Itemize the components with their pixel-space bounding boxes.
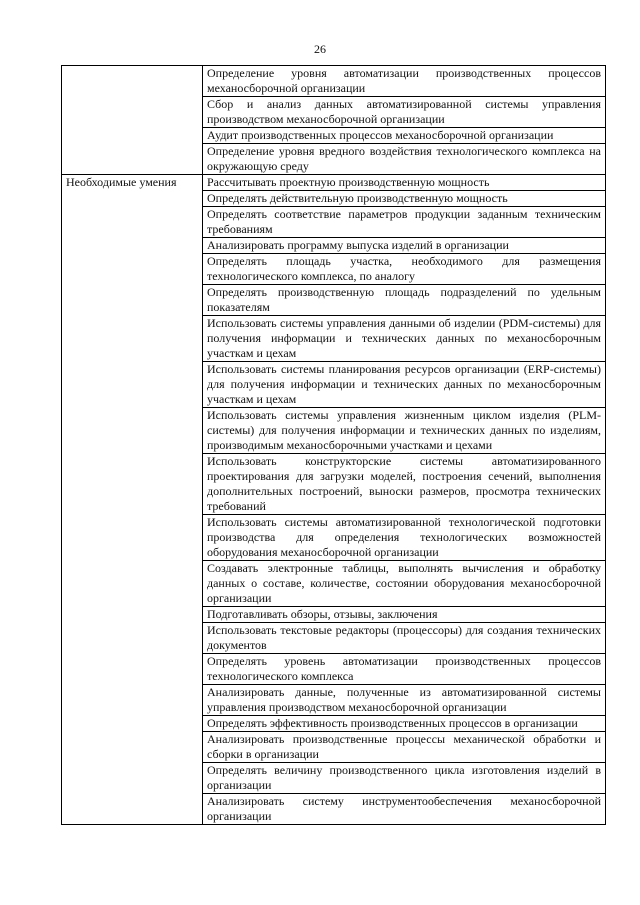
table-cell: Определять производственную площадь подразделений по удельным показателям — [203, 285, 606, 316]
table-cell: Аудит производственных процессов механосборочной организации — [203, 128, 606, 144]
table-cell: Создавать электронные таблицы, выполнять вычисления и обработку данных о составе, количестве, состоянии оборудования механосборочной организации — [203, 561, 606, 607]
table-row — [62, 175, 606, 191]
table-cell: Использовать системы управления данными об изделии (PDM-системы) для получения информации и технических данных по механосборочным участкам и цехам — [203, 316, 606, 362]
table-cell: Сбор и анализ данных автоматизированной системы управления производством механосборочной организации — [203, 97, 606, 128]
table-cell: Анализировать производственные процессы механической обработки и сборки в организации — [203, 732, 606, 763]
table-cell: Определять площадь участка, необходимого для размещения технологического комплекса, по аналогу — [203, 254, 606, 285]
table-cell: Анализировать систему инструментообеспечения механосборочной организации — [203, 794, 606, 825]
table-cell: Использовать текстовые редакторы (процессоры) для создания технических документов — [203, 623, 606, 654]
table-cell: Использовать системы управления жизненным циклом изделия (PLM-системы) для получения информации и технических данных по изделиям, производимым механосборочными участками и цехами — [203, 408, 606, 454]
table-cell: Использовать конструкторские системы автоматизированного проектирования для загрузки моделей, построения сечений, выполнения дополнительных построений, выноски размеров, просмотра технических требований — [203, 454, 606, 515]
table-cell: Использовать системы автоматизированной технологической подготовки производства для определения технологических возможностей оборудования механосборочной организации — [203, 515, 606, 561]
table-cell: Подготавливать обзоры, отзывы, заключения — [203, 607, 606, 623]
section-label — [62, 66, 203, 175]
table-cell: Анализировать данные, полученные из автоматизированной системы управления производством механосборочной организации — [203, 685, 606, 716]
table-row — [62, 66, 606, 97]
table-cell: Определение уровня вредного воздействия технологического комплекса на окружающую среду — [203, 144, 606, 175]
table-cell: Рассчитывать проектную производственную мощность — [203, 175, 606, 191]
section-label: Необходимые умения — [62, 175, 203, 825]
table-cell: Определение уровня автоматизации производственных процессов механосборочной организации — [203, 66, 606, 97]
table-cell: Определять эффективность производственных процессов в организации — [203, 716, 606, 732]
table-cell: Анализировать программу выпуска изделий в организации — [203, 238, 606, 254]
page-number: 26 — [314, 42, 326, 56]
requirements-table — [61, 65, 606, 825]
table-cell: Использовать системы планирования ресурсов организации (ERP-системы) для получения информации и технических данных по механосборочным участкам и цехам — [203, 362, 606, 408]
table-cell: Определять действительную производственную мощность — [203, 191, 606, 207]
table-cell: Определять соответствие параметров продукции заданным техническим требованиям — [203, 207, 606, 238]
table-cell: Определять величину производственного цикла изготовления изделий в организации — [203, 763, 606, 794]
table-cell: Определять уровень автоматизации производственных процессов технологического комплекса — [203, 654, 606, 685]
